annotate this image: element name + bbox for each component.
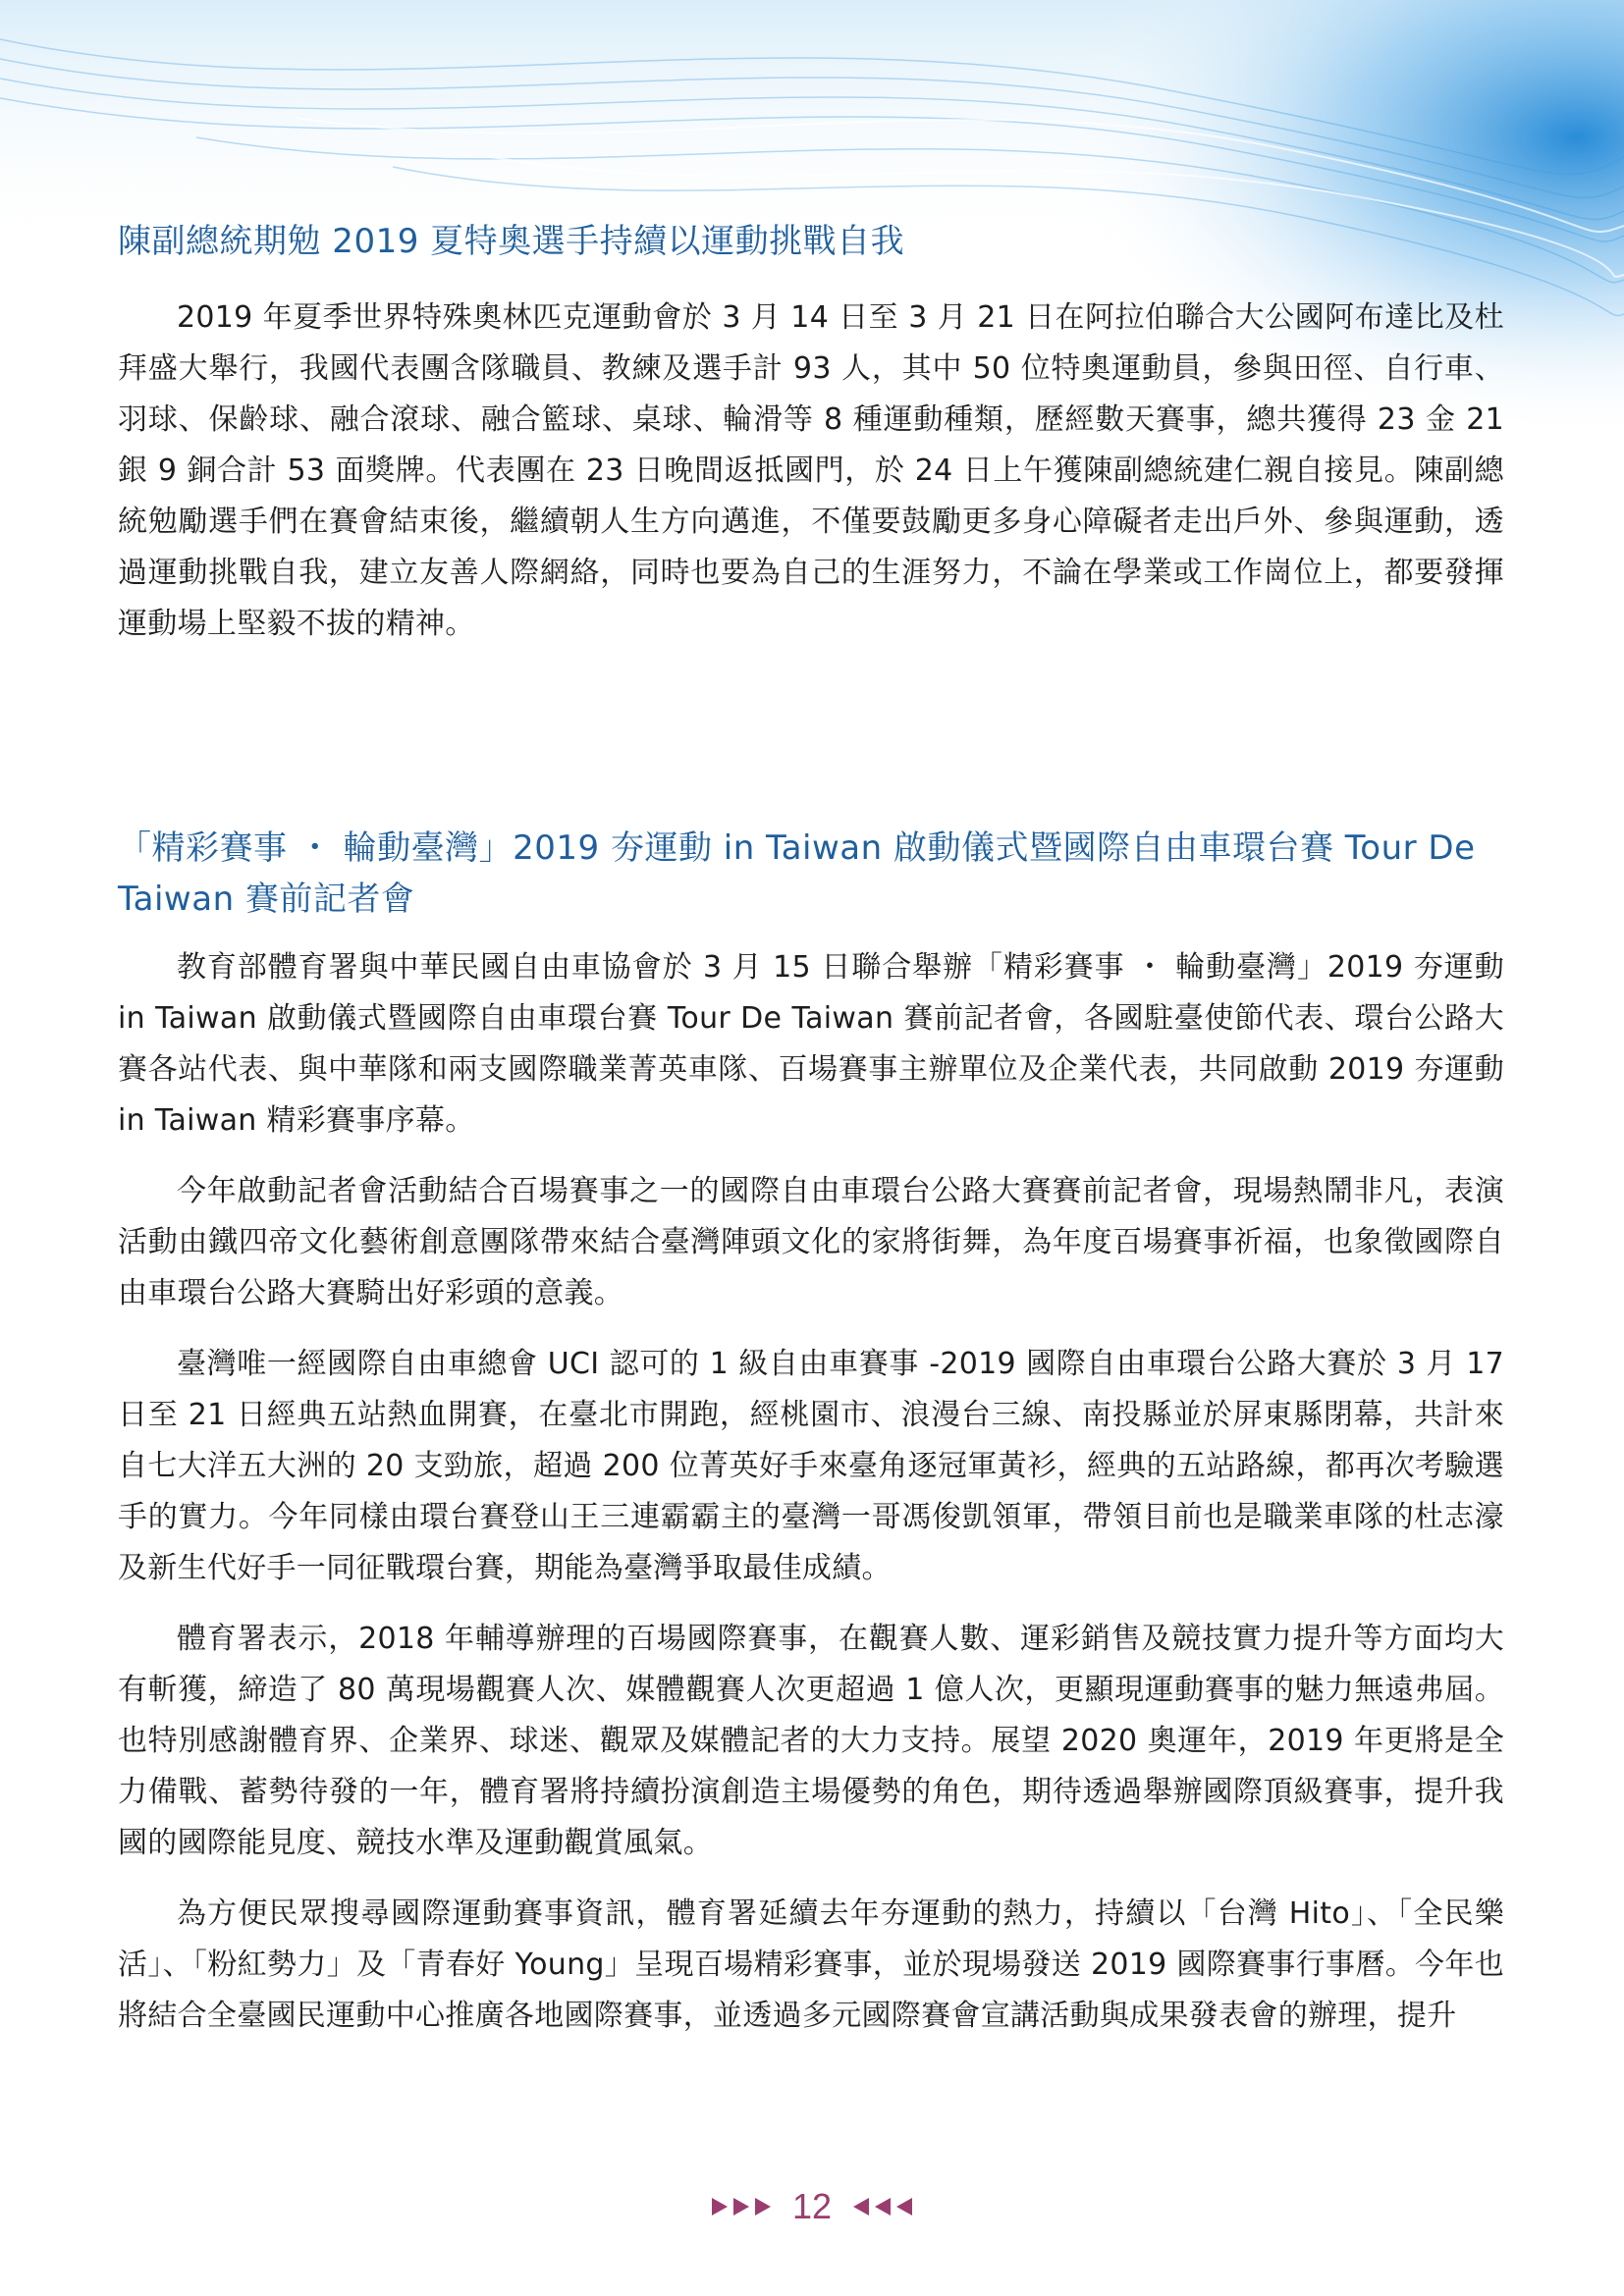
triple-left-arrow-icon [853, 2198, 912, 2216]
article-body [118, 216, 1504, 2042]
section-heading: 「精彩賽事 ・ 輪動臺灣」2019 夯運動 in Taiwan 啟動儀式暨國際自由車環台賽 Tour De Taiwan 賽前記者會 [118, 828, 1476, 919]
article-section-vice-president [118, 216, 1504, 650]
page-footer [0, 2177, 1624, 2236]
paragraph: 2019 年夏季世界特殊奧林匹克運動會於 3 月 14 日至 3 月 21 日在阿拉伯聯合大公國阿布達比及杜拜盛大舉行，我國代表團含隊職員、教練及選手計 93 人，其中 50 位特奧運動員，參與田徑、自行車、羽球、保齡球、融合滾球、融合籃球、桌球、輪滑等 8 種運動種類，歷經數天賽事，總共獲得 23 金 21 銀 9 銅合計 53 面獎牌。代表團在 23 日晚間返抵國門，於 24 日上午獲陳副總統建仁親自接見。陳副總統勉勵選手們在賽會結束後，繼續朝人生方向邁進，不僅要鼓勵更多身心障礙者走出戶外、參與運動，透過運動挑戰自我，建立友善人際網絡，同時也要為自己的生涯努力，不論在學業或工作崗位上，都要發揮運動場上堅毅不拔的精神。 [118, 300, 1504, 641]
page-number: 12 [791, 2186, 833, 2226]
paragraph: 臺灣唯一經國際自由車總會 UCI 認可的 1 級自由車賽事 -2019 國際自由車環台公路大賽於 3 月 17 日至 21 日經典五站熱血開賽，在臺北市開跑，經桃園市、浪漫台三線、南投縣並於屏東縣閉幕，共計來自七大洋五大洲的 20 支勁旅，超過 200 位菁英好手來臺角逐冠軍黃衫，經典的五站路線，都再次考驗選手的實力。今年同樣由環台賽登山王三連霸霸主的臺灣一哥馮俊凱領軍，帶領目前也是職業車隊的杜志濠及新生代好手一同征戰環台賽，期能為臺灣爭取最佳成績。 [118, 1347, 1504, 1585]
paragraph: 體育署表示，2018 年輔導辦理的百場國際賽事，在觀賽人數、運彩銷售及競技實力提升等方面均大有斬獲，締造了 80 萬現場觀賽人次、媒體觀賽人次更超過 1 億人次，更顯現運動賽事的魅力無遠弗屆。也特別感謝體育界、企業界、球迷、觀眾及媒體記者的大力支持。展望 2020 奧運年，2019 年更將是全力備戰、蓄勢待發的一年，體育署將持續扮演創造主場優勢的角色，期待透過舉辦國際頂級賽事，提升我國的國際能見度、競技水準及運動觀賞風氣。 [118, 1622, 1504, 1860]
article-section-hot-sports-taiwan [118, 823, 1504, 2042]
section-heading: 陳副總統期勉 2019 夏特奧選手持續以運動挑戰自我 [118, 222, 905, 261]
triple-right-arrow-icon [712, 2198, 771, 2216]
paragraph: 今年啟動記者會活動結合百場賽事之一的國際自由車環台公路大賽賽前記者會，現場熱鬧非凡，表演活動由鐵四帝文化藝術創意團隊帶來結合臺灣陣頭文化的家將街舞，為年度百場賽事祈福，也象徵國際自由車環台公路大賽騎出好彩頭的意義。 [118, 1174, 1504, 1310]
paragraph: 為方便民眾搜尋國際運動賽事資訊，體育署延續去年夯運動的熱力，持續以「台灣 Hito」、「全民樂活」、「粉紅勢力」及「青春好 Young」呈現百場精彩賽事，並於現場發送 2019 國際賽事行事曆。今年也將結合全臺國民運動中心推廣各地國際賽事，並透過多元國際賽會宣講活動與成果發表會的辦理，提升 [118, 1896, 1504, 2033]
paragraph: 教育部體育署與中華民國自由車協會於 3 月 15 日聯合舉辦「精彩賽事 ・ 輪動臺灣」2019 夯運動 in Taiwan 啟動儀式暨國際自由車環台賽 Tour De Taiwan 賽前記者會，各國駐臺使節代表、環台公路大賽各站代表、與中華隊和兩支國際職業菁英車隊、百場賽事主辦單位及企業代表，共同啟動 2019 夯運動 in Taiwan 精彩賽事序幕。 [118, 950, 1504, 1138]
